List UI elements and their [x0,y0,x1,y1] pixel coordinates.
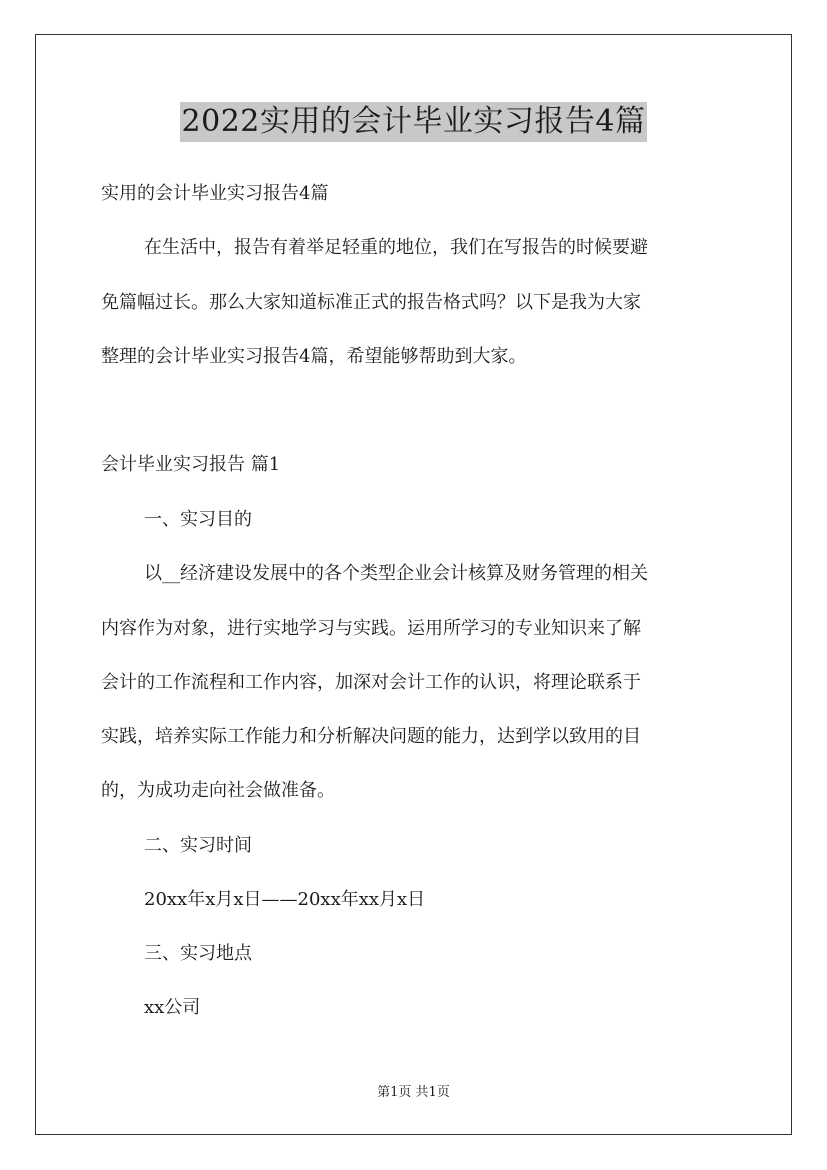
place-heading: 三、实习地点 [144,943,252,964]
intro-line: 在生活中，报告有着举足轻重的地位，我们在写报告的时候要避 [144,237,648,258]
document-title: 2022实用的会计毕业实习报告4篇 [180,102,648,142]
purpose-line: 的，为成功走向社会做准备。 [101,780,335,801]
purpose-line: 以__经济建设发展中的各个类型企业会计核算及财务管理的相关 [144,563,648,584]
section-heading: 会计毕业实习报告 篇1 [101,454,281,475]
page-footer: 第1页 共1页 [377,1085,450,1100]
intro-line: 整理的会计毕业实习报告4篇，希望能够帮助到大家。 [101,346,527,367]
title-wrap [0,102,827,142]
intro-line: 免篇幅过长。那么大家知道标准正式的报告格式吗？以下是我为大家 [101,292,641,313]
purpose-heading: 一、实习目的 [144,509,252,530]
place-value: xx公司 [144,997,201,1018]
purpose-line: 内容作为对象，进行实地学习与实践。运用所学习的专业知识来了解 [101,618,641,639]
purpose-line: 实践，培养实际工作能力和分析解决问题的能力，达到学以致用的目 [101,726,641,747]
time-heading: 二、实习时间 [144,835,252,856]
time-value: 20xx年x月x日——20xx年xx月x日 [144,889,426,910]
document-subtitle: 实用的会计毕业实习报告4篇 [101,183,329,204]
purpose-line: 会计的工作流程和工作内容，加深对会计工作的认识，将理论联系于 [101,672,641,693]
